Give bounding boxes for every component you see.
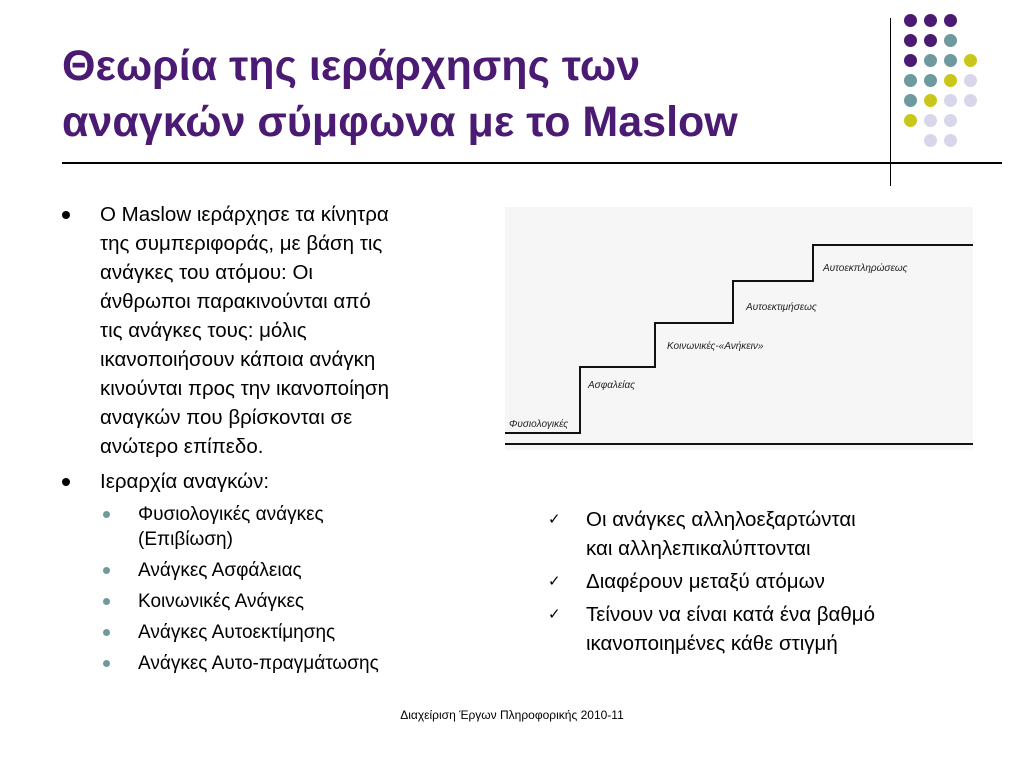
check-line: και αλληλεπικαλύπτονται [586,537,811,560]
decorative-dot [964,74,977,87]
check-item-differ [548,567,988,596]
check-line: Διαφέρουν μεταξύ ατόμων [586,570,825,593]
decorative-dot [944,14,957,27]
main-bullet-list [62,200,492,682]
decorative-dot [944,114,957,127]
bullet-line: Ιεραρχία αναγκών: [100,470,270,493]
check-item-interdependent [548,505,988,563]
decorative-dot [904,94,917,107]
sub-bullet-line: Κοινωνικές Ανάγκες [138,591,305,612]
check-line: Τείνουν να είναι κατά ένα βαθμό [586,603,876,626]
title-underline [62,162,1002,164]
decorative-dot [924,134,937,147]
decorative-dot [924,114,937,127]
diagram-background [505,207,973,450]
decorative-dot [924,54,937,67]
title-line-2: αναγκών σύμφωνα με το Maslow [62,98,738,146]
sub-bullet-line: Ανάγκες Ασφάλειας [138,560,302,581]
decorative-dot [904,34,917,47]
decorative-dot [944,74,957,87]
decorative-dot [924,94,937,107]
decorative-dot [904,74,917,87]
check-item-satisfied [548,600,988,658]
slide-title [62,38,862,150]
bullet-line: ανώτερο επίπεδο. [100,435,264,458]
bullet-line: τις ανάγκες τους: μόλις [100,319,307,342]
sub-bullet-self-actualization [62,651,492,676]
slide-footer: Διαχείριση Έργων Πληροφορικής 2010-11 [400,708,624,722]
check-line: Οι ανάγκες αλληλοεξαρτώνται [586,508,856,531]
stair-label-safety: Ασφαλείας [588,380,636,391]
checkmark-icon: ✓ [548,605,561,623]
decorative-dot-grid [904,14,1014,164]
vertical-divider [890,18,891,186]
decorative-dot [944,134,957,147]
sub-bullet-safety [62,558,492,583]
decorative-dot [944,94,957,107]
sub-bullet-dot [103,567,110,574]
decorative-dot [904,14,917,27]
check-line: ικανοποιημένες κάθε στιγμή [586,632,838,655]
stair-label-physiological: Φυσιολογικές [509,419,569,430]
decorative-dot [924,34,937,47]
properties-check-list [548,505,988,662]
needs-sub-list [62,502,492,676]
bullet-line: αναγκών που βρίσκονται σε [100,406,353,429]
sub-bullet-social [62,589,492,614]
sub-bullet-dot [103,511,110,518]
bullet-needs-hierarchy [62,467,492,496]
sub-bullet-dot [103,629,110,636]
bullet-maslow-description [62,200,492,461]
decorative-dot [904,54,917,67]
sub-bullet-physiological [62,502,492,552]
bullet-line: άνθρωποι παρακινούνται από [100,290,371,313]
bullet-dot [62,478,70,486]
decorative-dot [924,74,937,87]
sub-bullet-line: Φυσιολογικές ανάγκες [138,504,324,525]
stair-label-self-actualization: Αυτοεκπληρώσεως [823,263,908,274]
bullet-line: ικανοποιήσουν κάποια ανάγκη [100,348,376,371]
decorative-dot [924,14,937,27]
stair-label-social: Κοινωνικές-«Ανήκειν» [667,341,764,352]
sub-bullet-line: Ανάγκες Αυτοεκτίμησης [138,622,336,643]
decorative-dot [944,54,957,67]
stair-label-esteem: Αυτοεκτιμήσεως [746,302,817,313]
bullet-line: Ο Maslow ιεράρχησε τα κίνητρα [100,203,389,226]
decorative-dot [944,34,957,47]
sub-bullet-line: Ανάγκες Αυτο-πραγμάτωσης [138,653,379,674]
decorative-dot [964,94,977,107]
maslow-staircase-diagram [505,207,973,450]
sub-bullet-esteem [62,620,492,645]
title-line-1: Θεωρία της ιεράρχησης των [62,42,641,90]
decorative-dot [904,114,917,127]
decorative-dot [964,54,977,67]
sub-bullet-line: (Επιβίωση) [138,529,233,550]
checkmark-icon: ✓ [548,510,561,528]
sub-bullet-dot [103,660,110,667]
bullet-line: κινούνται προς την ικανοποίηση [100,377,390,400]
sub-bullet-dot [103,598,110,605]
bullet-line: της συμπεριφοράς, με βάση τις [100,232,383,255]
checkmark-icon: ✓ [548,572,561,590]
bullet-dot [62,211,70,219]
bullet-line: ανάγκες του ατόμου: Οι [100,261,313,284]
